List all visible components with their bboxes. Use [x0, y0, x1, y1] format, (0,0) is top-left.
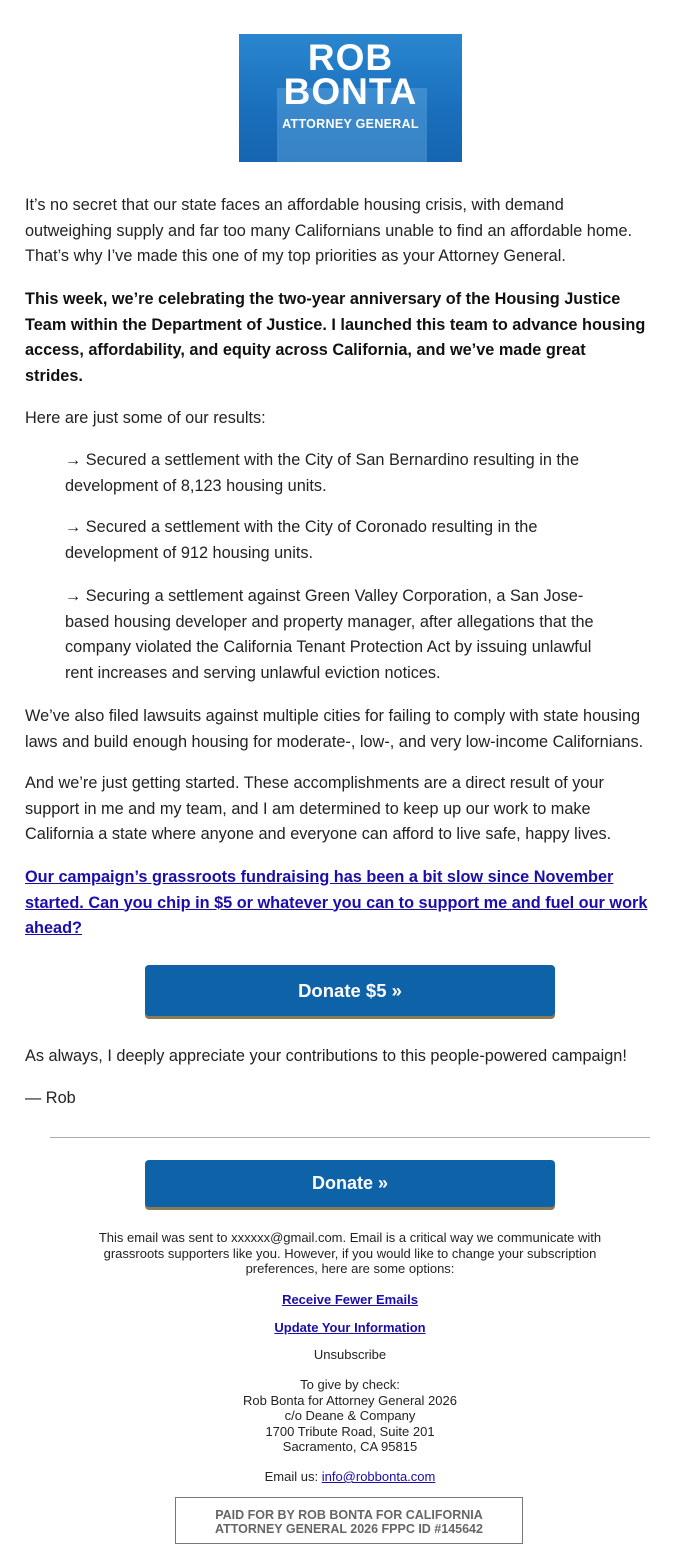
- lawsuits-paragraph: [25, 704, 677, 755]
- intro-line-3: That’s why I’ve made this one of my top priorities as your Attorney General.: [25, 247, 566, 265]
- logo-name-first: ROB: [307, 37, 394, 78]
- getting-started-line-3: California a state where anyone and everyone can afford to live safe, happy lives.: [25, 825, 612, 843]
- check-address: [60, 1377, 640, 1455]
- notice-line-1: This email was sent to xxxxxx@gmail.com. Email is a critical way we communicate with: [98, 1230, 602, 1245]
- ask-line-1: Our campaign’s grassroots fundraising has been a bit slow since November: [25, 868, 614, 886]
- result-2-line-2: development of 912 housing units.: [65, 543, 314, 562]
- fundraising-ask-link[interactable]: [25, 865, 677, 942]
- result-2-line-1: → Secured a settlement with the City of Coronado resulting in the: [65, 518, 538, 536]
- notice-line-3: preferences, here are some options:: [245, 1261, 455, 1276]
- update-information-link[interactable]: Update Your Information: [274, 1320, 426, 1335]
- logo-title: ATTORNEY GENERAL: [282, 117, 419, 131]
- signoff: — Rob: [25, 1089, 76, 1107]
- check-line-5: Sacramento, CA 95815: [282, 1439, 418, 1454]
- check-line-4: 1700 Tribute Road, Suite 201: [265, 1423, 435, 1439]
- email-address-link[interactable]: info@robbonta.com: [321, 1469, 436, 1484]
- result-1-line-2: development of 8,123 housing units.: [65, 476, 327, 495]
- result-item-san-bernardino: [65, 448, 645, 499]
- fewer-emails-row: [60, 1292, 640, 1308]
- notice-line-2: grassroots supporters like you. However, if you would like to change your subscription: [103, 1245, 597, 1261]
- result-3-line-3: company violated the California Tenant Protection Act by issuing unlawful: [65, 638, 592, 656]
- result-item-coronado: [65, 515, 645, 566]
- donate-button[interactable]: Donate »: [145, 1160, 555, 1207]
- footer-divider: [50, 1137, 650, 1138]
- logo-name-last: BONTA: [283, 71, 418, 112]
- paid-line-1: PAID FOR BY ROB BONTA FOR CALIFORNIA: [215, 1508, 483, 1522]
- check-line-3: c/o Deane & Company: [284, 1408, 416, 1423]
- result-item-green-valley: [65, 584, 645, 686]
- intro-line-2: outweighing supply and far too many Californians unable to find an affordable home.: [25, 221, 633, 240]
- result-3-line-4: rent increases and serving unlawful eviction notices.: [65, 663, 441, 682]
- getting-started-line-1: And we’re just getting started. These accomplishments are a direct result of your: [25, 774, 604, 792]
- appreciation-paragraph: As always, I deeply appreciate your contributions to this people-powered campaign!: [25, 1047, 627, 1065]
- intro-paragraph: [25, 193, 677, 270]
- unsubscribe-row: [60, 1347, 640, 1363]
- anniversary-line-4: strides.: [25, 366, 83, 385]
- update-info-row: [60, 1320, 640, 1336]
- receive-fewer-emails-link[interactable]: Receive Fewer Emails: [282, 1292, 418, 1307]
- anniversary-line-1: This week, we’re celebrating the two-year anniversary of the Housing Justice: [25, 290, 621, 308]
- ask-line-2: started. Can you chip in $5 or whatever you can to support me and fuel our work: [25, 893, 648, 912]
- results-intro: Here are just some of our results:: [25, 409, 266, 427]
- paid-line-2: ATTORNEY GENERAL 2026 FPPC ID #145642: [215, 1522, 483, 1536]
- unsubscribe-link[interactable]: Unsubscribe: [313, 1347, 387, 1362]
- check-line-2: Rob Bonta for Attorney General 2026: [243, 1392, 457, 1408]
- getting-started-line-2: support in me and my team, and I am determined to keep up our work to make: [25, 799, 591, 818]
- rob-bonta-logo: [239, 34, 462, 162]
- paid-for-disclaimer: [175, 1497, 523, 1544]
- subscription-notice: [60, 1230, 640, 1277]
- result-1-line-1: → Secured a settlement with the City of San Bernardino resulting in the: [65, 451, 580, 469]
- anniversary-line-2: Team within the Department of Justice. I launched this team to advance housing: [25, 315, 646, 334]
- getting-started-paragraph: [25, 771, 677, 848]
- check-line-1: To give by check:: [300, 1377, 400, 1392]
- email-us-row: [60, 1469, 640, 1485]
- anniversary-paragraph: [25, 287, 677, 389]
- donate-5-button[interactable]: Donate $5 »: [145, 965, 555, 1016]
- result-3-line-2: based housing developer and property manager, after allegations that the: [65, 612, 594, 631]
- result-3-line-1: → Securing a settlement against Green Valley Corporation, a San Jose-: [65, 587, 584, 605]
- lawsuits-line-2: laws and build enough housing for moderate-, low-, and very low-income Californians.: [25, 732, 644, 751]
- lawsuits-line-1: We’ve also filed lawsuits against multiple cities for failing to comply with state housing: [25, 707, 641, 725]
- email-us-label: Email us:: [264, 1469, 319, 1484]
- ask-line-3: ahead?: [25, 919, 83, 937]
- intro-line-1: It’s no secret that our state faces an affordable housing crisis, with demand: [25, 196, 564, 214]
- anniversary-line-3: access, affordability, and equity across California, and we’ve made great: [25, 341, 586, 359]
